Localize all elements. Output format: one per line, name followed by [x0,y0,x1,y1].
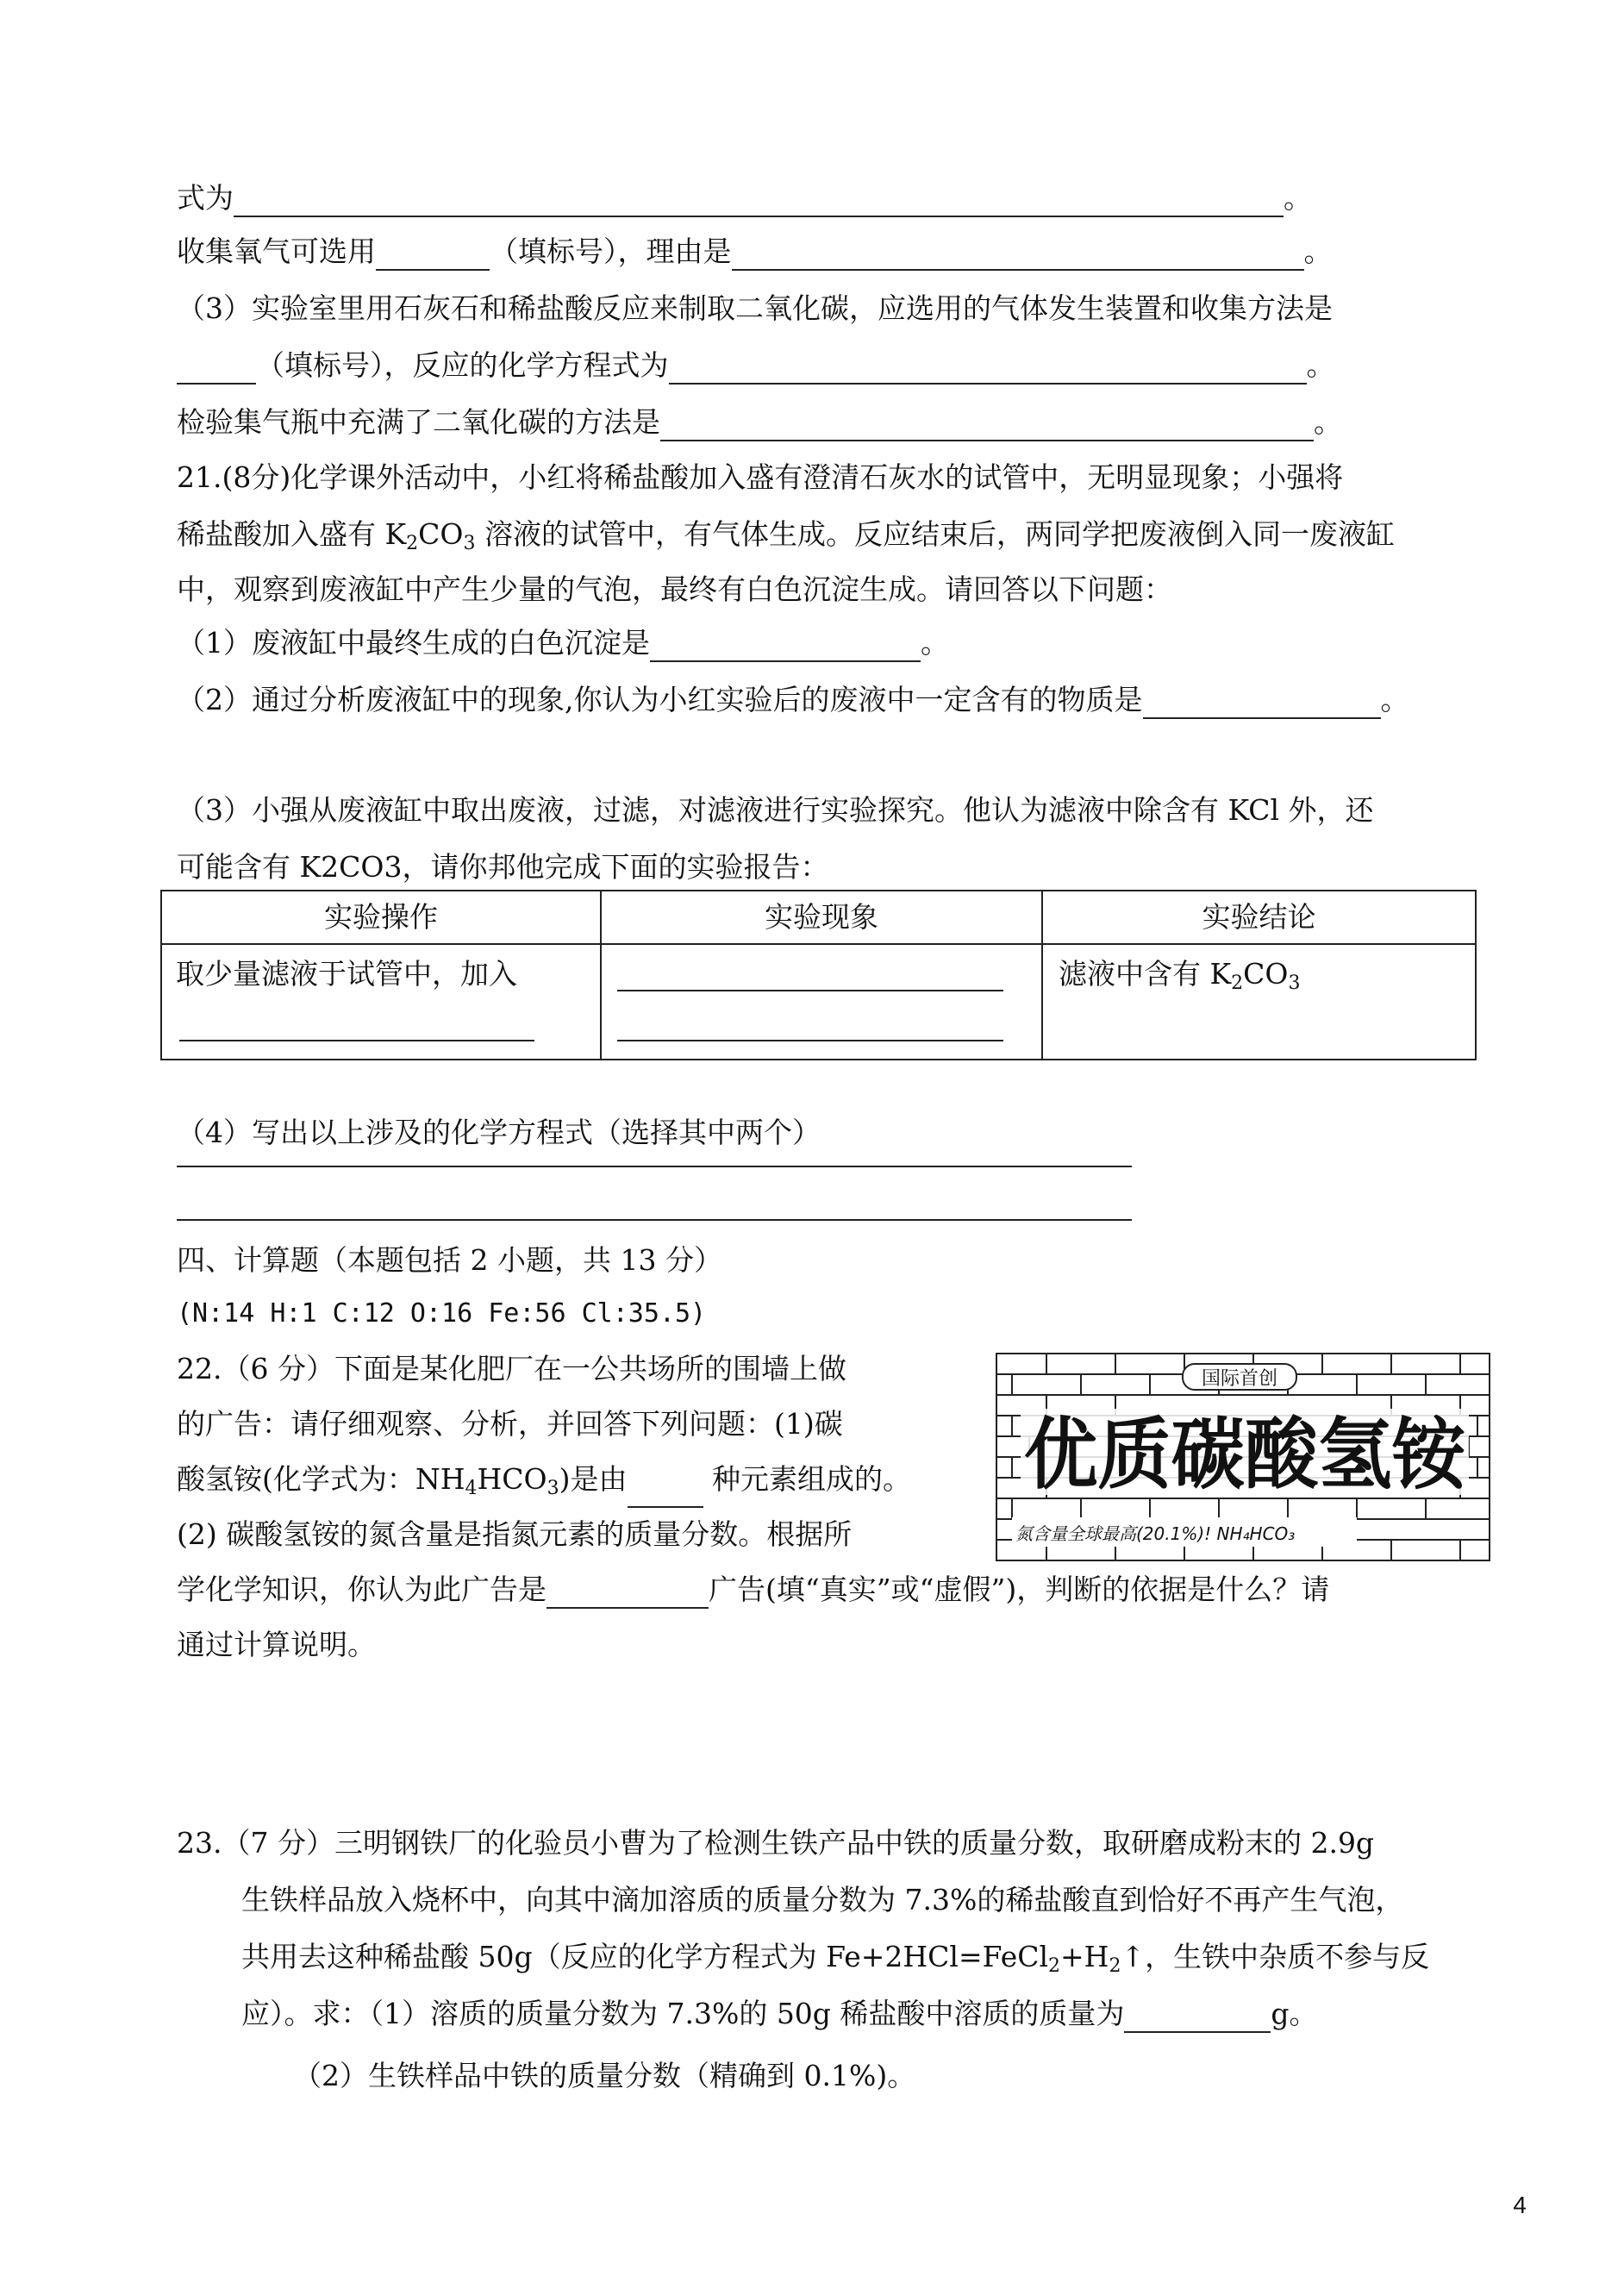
atomic-masses: (N:14 H:1 C:12 O:16 Fe:56 Cl:35.5) [177,1298,707,1329]
poster-main-text: 优质碳酸氢铵 [1024,1409,1467,1500]
q21-sub-3-line-2: 可能含有 K2CO3，请你邦他完成下面的实验报告： [177,850,829,884]
answer-blank[interactable] [177,1219,1132,1221]
brick-wall-image [995,1352,1491,1562]
answer-blank[interactable] [617,1040,1003,1041]
answer-blank[interactable] [669,353,1307,385]
q22-line-6: 通过计算说明。 [177,1628,376,1661]
answer-blank[interactable] [628,1477,703,1508]
operation-text: 取少量滤液于试管中，加入 [176,957,517,991]
poster-top-text: 国际首创 [1201,1368,1278,1390]
answer-blank[interactable] [1143,688,1381,719]
q22-line-4: (2) 碳酸氢铵的氮含量是指氮元素的质量分数。根据所 [177,1517,853,1551]
q21-sub-1: （1）废液缸中最终生成的白色沉淀是 。 [177,624,949,662]
q23-line-2: 生铁样品放入烧杯中，向其中滴加溶质的质量分数为 7.3%的稀盐酸直到恰好不再产生气泡， [241,1883,1404,1917]
q21-line-1: 21.(8分)化学课外活动中，小红将稀盐酸加入盛有澄清石灰水的试管中，无明显现象；小强将 [177,460,1344,494]
answer-blank[interactable] [177,353,256,385]
table-cell-conclusion [1042,944,1476,1060]
answer-blank[interactable] [177,1166,1132,1167]
answer-blank[interactable] [1124,2002,1271,2033]
conclusion-text: 滤液中含有 $K_2CO_3$ [1059,957,1301,994]
q20-line-5: 检验集气瓶中充满了二氧化碳的方法是 。 [177,403,1342,441]
answer-blank[interactable] [732,240,1304,271]
answer-blank[interactable] [617,990,1003,991]
q22-line-1: 22.（6 分）下面是某化肥厂在一公共场所的围墙上做 [177,1352,846,1385]
q20-line-3: （3）实验室里用石灰石和稀盐酸反应来制取二氧化碳，应选用的气体发生装置和收集方法是 [177,291,1333,325]
answer-blank[interactable] [234,186,1284,217]
table-header-conclusion: 实验结论 [1042,891,1476,944]
q22-line-3: 酸氢铵(化学式为：$NH_4HCO_3$)是由 种元素组成的。 [177,1460,911,1498]
q21-sub-3-line-1: （3）小强从废液缸中取出废液，过滤，对滤液进行实验探究。他认为滤液中除含有 KCl 外，还 [177,793,1374,827]
brick-wall-advertisement [995,1352,1491,1562]
q22-line-5: 学化学知识，你认为此广告是 广告(填“真实”或“虚假”)，判断的依据是什么？请 [177,1571,1329,1609]
experiment-report-table [160,890,1477,1060]
q23-line-1: 23.（7 分）三明钢铁厂的化验员小曹为了检测生铁产品中铁的质量分数，取研磨成粉末的 2.9g [177,1826,1375,1860]
q20-line-2: 收集氧气可选用 （填标号），理由是 。 [177,233,1333,271]
q21-sub-4: （4）写出以上涉及的化学方程式（选择其中两个） [177,1116,821,1149]
q21-sub-2: （2）通过分析废液缸中的现象,你认为小红实验后的废液中一定含有的物质是 。 [177,681,1409,719]
poster-bottom-text: 氮含量全球最高(20.1%)! NH₄HCO₃ [1015,1523,1296,1544]
q20-line-1: 式为 。 [177,179,1312,217]
q23-line-3: 共用去这种稀盐酸 50g（反应的化学方程式为 $Fe+2HCl=FeCl_2+H_2↑$，生铁中杂质不参与反 [241,1940,1430,1977]
answer-blank[interactable] [660,410,1314,441]
q22-line-2: 的广告：请仔细观察、分析，并回答下列问题：(1)碳 [177,1407,843,1441]
q20-line-4: （填标号），反应的化学方程式为 。 [177,347,1335,385]
page-number: 4 [1513,2192,1527,2218]
q21-line-3: 中，观察到废液缸中产生少量的气泡，最终有白色沉淀生成。请回答以下问题： [177,572,1172,606]
table-header-operation: 实验操作 [161,891,601,944]
answer-blank[interactable] [547,1578,709,1609]
table-header-phenomenon: 实验现象 [601,891,1042,944]
q21-line-2: 稀盐酸加入盛有 $K_2CO_3$ 溶液的试管中，有气体生成。反应结束后，两同学把废液倒入同一废液缸 [177,517,1395,554]
answer-blank[interactable] [650,631,921,662]
table-cell-phenomenon [601,944,1042,1060]
answer-blank[interactable] [179,1040,534,1041]
table-cell-operation [161,944,601,1060]
section-4-title: 四、计算题（本题包括 2 小题，共 13 分） [177,1243,722,1277]
answer-blank[interactable] [376,240,490,271]
q23-line-4: 应）。求：（1）溶质的质量分数为 7.3%的 50g 稀盐酸中溶质的质量为 g。 [241,1995,1318,2033]
q23-line-5: （2）生铁样品中铁的质量分数（精确到 0.1%)。 [293,2059,916,2092]
